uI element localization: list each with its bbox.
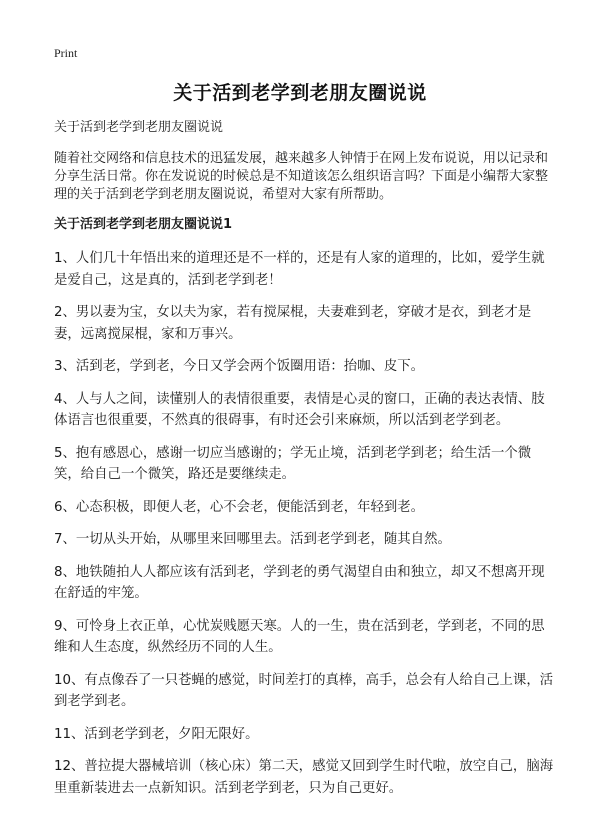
intro-paragraph: 随着社交网络和信息技术的迅猛发展，越来越多人钟情于在网上发布说说，用以记录和分享生活日常。你在发说说的时候总是不知道该怎么组织语言吗？下面是小编帮大家整理的关于活到老学到老朋友圈说说，希望对大家有所帮助。: [54, 151, 549, 202]
list-item: 12、普拉提大器械培训（核心床）第二天，感觉又回到学生时代啦，放空自己，脑海里重新装进去一点新知识。活到老学到老，只为自己更好。: [54, 759, 554, 796]
section-heading: 关于活到老学到老朋友圈说说1: [54, 217, 233, 232]
list-item: 1、人们几十年悟出来的道理还是不一样的，还是有人家的道理的，比如，爱学生就是爱自己，这是真的，活到老学到老！: [54, 251, 545, 288]
list-item: 10、有点像吞了一只苍蝇的感觉，时间差打的真棒，高手，总会有人给自己上课，活到老学到老。: [54, 672, 554, 709]
list-item: 5、抱有感恩心，感谢一切应当感谢的；学无止境，活到老学到老；给生活一个微笑，给自己一个微笑，路还是要继续走。: [54, 445, 532, 482]
print-label[interactable]: Print: [54, 46, 78, 60]
list-item: 3、活到老，学到老，今日又学会两个饭圈用语：抬咖、皮下。: [54, 359, 425, 374]
list-item: 11、活到老学到老，夕阳无限好。: [54, 726, 259, 742]
list-item: 6、心态积极，即便人老，心不会老，便能活到老，年轻到老。: [54, 499, 425, 515]
page-title: 关于活到老学到老朋友圈说说: [173, 82, 427, 104]
list-item: 7、一切从头开始，从哪里来回哪里去。活到老学到老，随其自然。: [54, 532, 451, 547]
list-item: 4、人与人之间，读懂别人的表情很重要，表情是心灵的窗口，正确的表达表情、肢体语言也很重要，不然真的很碍事，有时还会引来麻烦，所以活到老学到老。: [54, 391, 545, 428]
list-item: 9、可怜身上衣正单，心忧炭贱愿天寒。人的一生，贵在活到老，学到老，不同的思维和人生态度，纵然经历不同的人生。: [54, 618, 545, 655]
list-item: 2、男以妻为宝，女以夫为家，若有搅屎棍，夫妻难到老，穿破才是衣，到老才是妻，远离搅屎棍，家和万事兴。: [54, 305, 532, 342]
article-body: [54, 118, 554, 810]
list-item: 8、地铁随拍人人都应该有活到老，学到老的勇气渴望自由和独立，却又不想离开现在舒适的牢笼。: [54, 564, 545, 601]
article-subtitle: 关于活到老学到老朋友圈说说: [54, 120, 224, 135]
